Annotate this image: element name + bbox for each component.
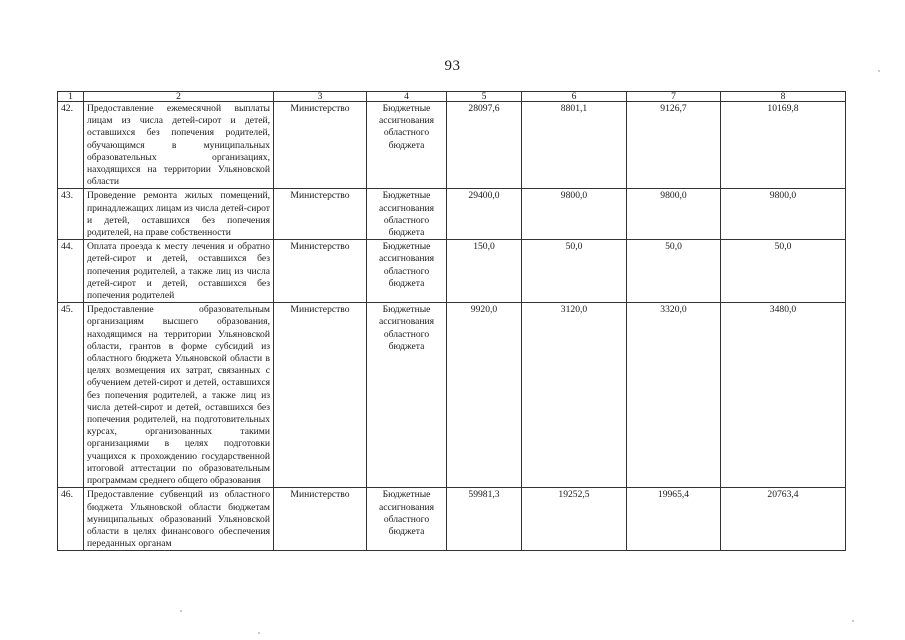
row-number: 44.: [58, 240, 84, 303]
funding-source-cell: Бюджетные ассигнования областного бюджета: [367, 488, 447, 551]
measure-description: [84, 488, 274, 551]
column-header: 4: [367, 92, 447, 102]
value-col5: 29400,0: [447, 189, 522, 240]
column-header: 6: [522, 92, 627, 102]
header-row: [58, 92, 846, 102]
executor-cell: Министерство: [274, 240, 367, 303]
row-number: 45.: [58, 303, 84, 488]
scan-speck: [852, 620, 854, 622]
column-header: 2: [84, 92, 274, 102]
row-number: 46.: [58, 488, 84, 551]
funding-source-cell: Бюджетные ассигнования областного бюджета: [367, 102, 447, 189]
value-col8: 3480,0: [721, 303, 846, 488]
column-header: 5: [447, 92, 522, 102]
scan-speck: [180, 610, 182, 612]
description-text: Предоставление субвенций из областного бюджета Ульяновской области бюджетам муниципальных образований Ульяновской области в целях финансового обеспечения переданных органам: [87, 489, 270, 550]
value-col6: 19252,5: [522, 488, 627, 551]
table-row: [58, 303, 846, 488]
executor-cell: Министерство: [274, 189, 367, 240]
budget-table: [57, 91, 846, 551]
executor-cell: Министерство: [274, 303, 367, 488]
value-col8: 9800,0: [721, 189, 846, 240]
value-col7: 9800,0: [627, 189, 721, 240]
row-number: 43.: [58, 189, 84, 240]
value-col5: 59981,3: [447, 488, 522, 551]
table-row: [58, 240, 846, 303]
measure-description: Предоставление ежемесячной выплаты лицам из числа детей-сирот и детей, оставшихся без попечения родителей, обучающимся в муниципальных образовательных организациях, находящихся на территории Ульяновской области: [84, 102, 274, 189]
value-col7: 50,0: [627, 240, 721, 303]
value-col8: 20763,4: [721, 488, 846, 551]
value-col6: 9800,0: [522, 189, 627, 240]
value-col7: 3320,0: [627, 303, 721, 488]
table-row: [58, 189, 846, 240]
executor-cell: Министерство: [274, 488, 367, 551]
value-col5: 28097,6: [447, 102, 522, 189]
value-col6: 8801,1: [522, 102, 627, 189]
value-col6: 50,0: [522, 240, 627, 303]
scan-speck: [878, 70, 880, 72]
value-col6: 3120,0: [522, 303, 627, 488]
executor-cell: Министерство: [274, 102, 367, 189]
page-number: 93: [444, 58, 461, 74]
measure-description: Оплата проезда к месту лечения и обратно детей-сирот и детей, оставшихся без попечения родителей, а также лиц из числа детей-сирот и детей, оставшихся без попечения родителей: [84, 240, 274, 303]
column-header: 3: [274, 92, 367, 102]
value-col8: 50,0: [721, 240, 846, 303]
row-number: 42.: [58, 102, 84, 189]
value-col5: 150,0: [447, 240, 522, 303]
funding-source-cell: Бюджетные ассигнования областного бюджета: [367, 240, 447, 303]
column-header: 1: [58, 92, 84, 102]
funding-source-cell: Бюджетные ассигнования областного бюджета: [367, 189, 447, 240]
scan-speck: [258, 632, 260, 634]
table-row: [58, 488, 846, 551]
measure-description: Предоставление образовательным организациям высшего образования, находящимся на территории Ульяновской области, грантов в форме субсидий из областного бюджета Ульяновской области в целях возмещения их затрат, связанных с обучением детей-сирот и детей, оставшихся без попечения родителей, а также лиц из числа детей-сирот и детей, оставшихся без попечения родителей, на подготовительных курсах, организованных такими организациями в целях подготовки учащихся к прохождению государственной итоговой аттестации по образовательным программам среднего общего образования: [84, 303, 274, 488]
table-row: [58, 102, 846, 189]
value-col5: 9920,0: [447, 303, 522, 488]
value-col7: 19965,4: [627, 488, 721, 551]
measure-description: Проведение ремонта жилых помещений, принадлежащих лицам из числа детей-сирот и детей, оставшихся без попечения родителей, на праве собственности: [84, 189, 274, 240]
value-col8: 10169,8: [721, 102, 846, 189]
column-header: 7: [627, 92, 721, 102]
funding-source-cell: Бюджетные ассигнования областного бюджета: [367, 303, 447, 488]
value-col7: 9126,7: [627, 102, 721, 189]
column-header: 8: [721, 92, 846, 102]
